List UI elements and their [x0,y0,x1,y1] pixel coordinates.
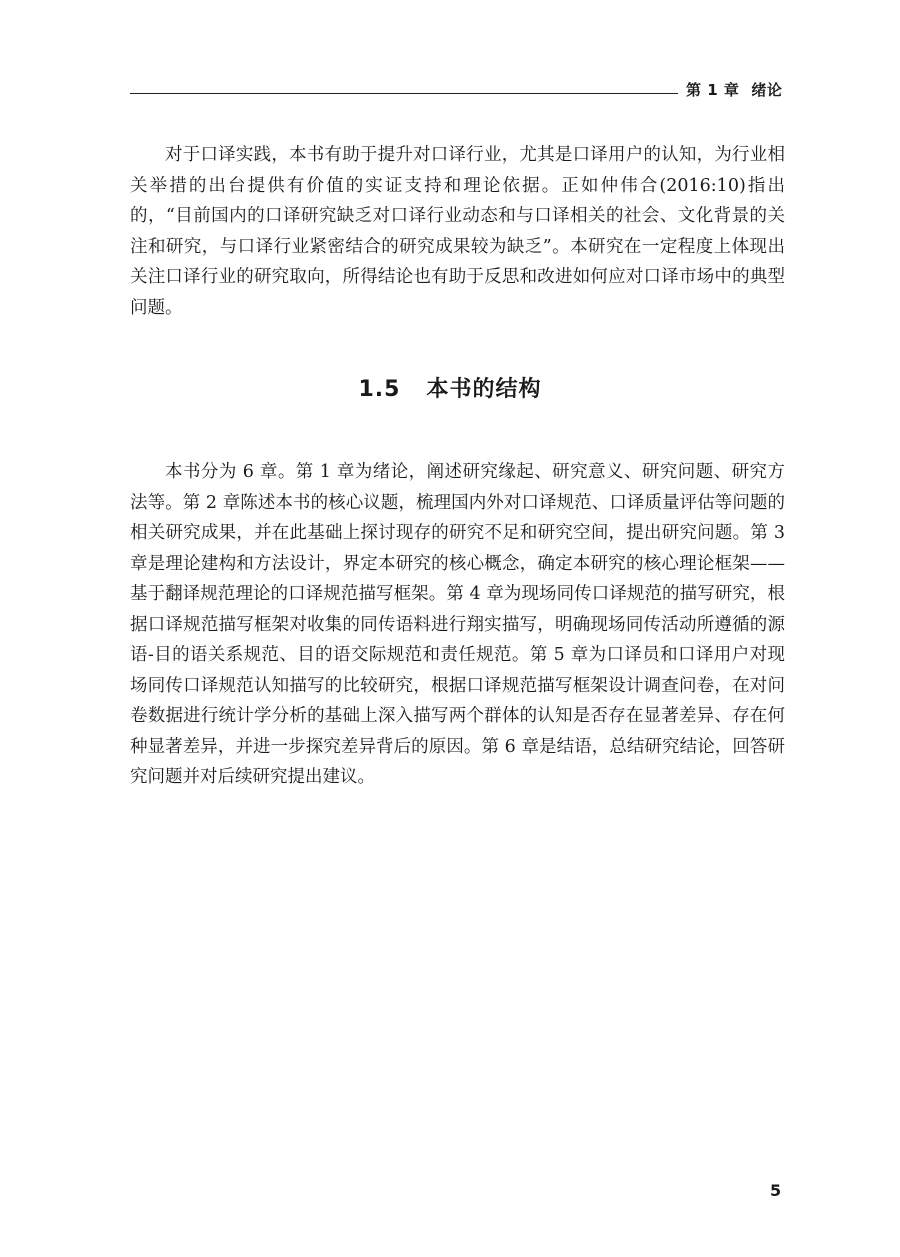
section-title: 本书的结构 [426,377,542,402]
header-rule [130,93,678,94]
paragraph-structure: 本书分为 6 章。第 1 章为绪论，阐述研究缘起、研究意义、研究问题、研究方法等。第 2 章陈述本书的核心议题，梳理国内外对口译规范、口译质量评估等问题的相关研究成果，并在此基础上探讨现存的研究不足和研究空间，提出研究问题。第 3 章是理论建构和方法设计，界定本研究的核心概念，确定本研究的核心理论框架——基于翻译规范理论的口译规范描写框架。第 4 章为现场同传口译规范的描写研究，根据口译规范描写框架对收集的同传语料进行翔实描写，明确现场同传活动所遵循的源语-目的语关系规范、目的语交际规范和责任规范。第 5 章为口译员和口译用户对现场同传口译规范认知描写的比较研究，根据口译规范描写框架设计调查问卷，在对问卷数据进行统计学分析的基础上深入描写两个群体的认知是否存在显著差异、存在何种显著差异，并进一步探究差异背后的原因。第 6 章是结语，总结研究结论，回答研究问题并对后续研究提出建议。 [130,462,785,787]
running-header-title: 绪论 [751,81,783,99]
running-header-chapter: 第 1 章 [686,81,740,99]
page-number: 5 [770,1181,782,1200]
section-heading [130,372,770,403]
running-header [686,79,786,100]
section-number: 1.5 [358,377,401,402]
paragraph-practice: 对于口译实践，本书有助于提升对口译行业，尤其是口译用户的认知，为行业相关举措的出台提供有价值的实证支持和理论依据。正如仲伟合(2016:10)指出的，“目前国内的口译研究缺乏对口译行业动态和与口译相关的社会、文化背景的关注和研究，与口译行业紧密结合的研究成果较为缺乏”。本研究在一定程度上体现出关注口译行业的研究取向，所得结论也有助于反思和改进如何应对口译市场中的典型问题。 [130,145,785,318]
